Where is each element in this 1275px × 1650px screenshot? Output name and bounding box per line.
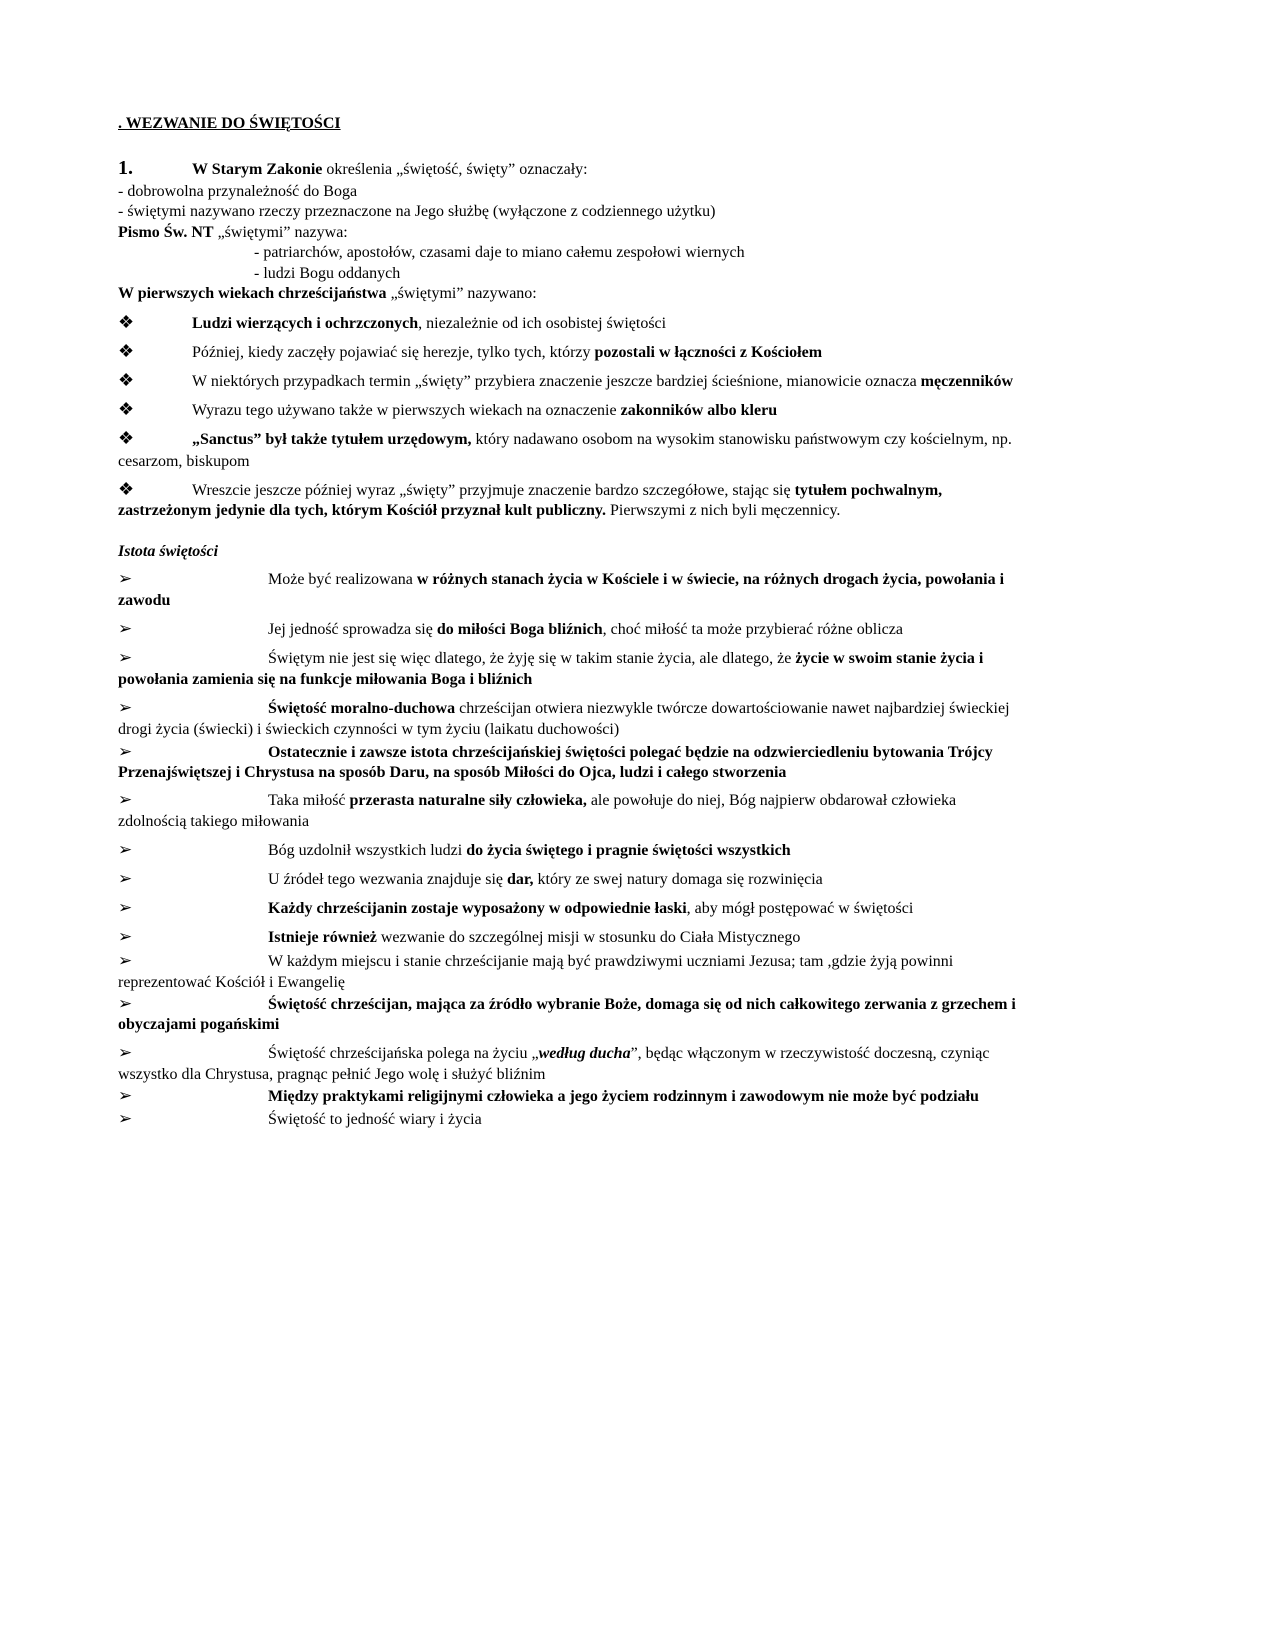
arrow-icon: ➢ <box>118 1086 133 1105</box>
document-title: . WEZWANIE DO ŚWIĘTOŚCI <box>118 115 341 132</box>
arrow-icon: ➢ <box>118 994 133 1013</box>
arrow-item-continuation: reprezentować Kościół i Ewangelię <box>118 974 346 991</box>
arrow-item-continuation: obyczajami pogańskimi <box>118 1016 280 1033</box>
arrow-item-continuation: zdolnością takiego miłowania <box>118 813 310 830</box>
arrow-icon: ➢ <box>118 869 133 888</box>
diamond-item: ❖ Ludzi wierzących i ochrzczonych, niezależnie od ich osobistej świętości <box>118 312 667 332</box>
arrow-item: ➢ Świętość chrześcijan, mająca za źródło wybranie Boże, domaga się od nich całkowitego zerwania z grzechem i <box>118 994 1016 1013</box>
diamond-icon: ❖ <box>118 428 135 448</box>
section-number: 1. <box>118 157 133 179</box>
diamond-icon: ❖ <box>118 312 135 332</box>
diamond-item: ❖ Wyrazu tego używano także w pierwszych wiekach na oznaczenie zakonników albo kleru <box>118 399 778 419</box>
arrow-item: ➢ Bóg uzdolnił wszystkich ludzi do życia świętego i pragnie świętości wszystkich <box>118 840 791 859</box>
arrow-item-continuation: powołania zamienia się na funkcje miłowania Boga i bliźnich <box>118 671 533 688</box>
arrow-item: ➢ Między praktykami religijnymi człowieka a jego życiem rodzinnym i zawodowym nie może być podziału <box>118 1086 979 1105</box>
diamond-item: ❖ Wreszcie jeszcze później wyraz „święty” przyjmuje znaczenie bardzo szczegółowe, stając się tytułem pochwalnym, <box>118 479 943 499</box>
diamond-icon: ❖ <box>118 479 135 499</box>
arrow-item-continuation: zawodu <box>118 592 171 609</box>
diamond-item-continuation: cesarzom, biskupom <box>118 453 250 470</box>
arrow-item: ➢ Świętość chrześcijańska polega na życiu „według ducha”, będąc włączonym w rzeczywistość doczesną, czyniąc <box>118 1043 990 1062</box>
arrow-icon: ➢ <box>118 648 133 667</box>
arrow-item: ➢ Świętość to jedność wiary i życia <box>118 1109 482 1128</box>
arrow-icon: ➢ <box>118 698 133 717</box>
arrow-icon: ➢ <box>118 619 133 638</box>
arrow-item-continuation: drogi życia (świecki) i świeckich czynności w tym życiu (laikatu duchowości) <box>118 721 620 738</box>
nt-intro: Pismo Św. NT „świętymi” nazywa: <box>118 224 348 241</box>
arrow-icon: ➢ <box>118 1043 133 1062</box>
arrow-icon: ➢ <box>118 1109 133 1128</box>
arrow-icon: ➢ <box>118 742 133 761</box>
nt-item-1: - patriarchów, apostołów, czasami daje to miano całemu zespołowi wiernych <box>254 244 745 261</box>
arrow-item: ➢ Jej jedność sprowadza się do miłości Boga bliźnich, choć miłość ta może przybierać różne oblicza <box>118 619 903 638</box>
arrow-item-continuation: Przenajświętszej i Chrystusa na sposób Daru, na sposób Miłości do Ojca, ludzi i całego stworzenia <box>118 764 787 781</box>
diamond-icon: ❖ <box>118 341 135 361</box>
arrow-icon: ➢ <box>118 951 133 970</box>
arrow-item: ➢ Świętym nie jest się więc dlatego, że żyję się w takim stanie życia, ale dlatego, że życie w swoim stanie życia i <box>118 648 984 667</box>
arrow-icon: ➢ <box>118 898 133 917</box>
arrow-icon: ➢ <box>118 840 133 859</box>
section-1-intro: 1. W Starym Zakonie określenia „świętość, święty” oznaczały: <box>118 157 588 179</box>
diamond-icon: ❖ <box>118 370 135 390</box>
arrow-item: ➢ Każdy chrześcijanin zostaje wyposażony w odpowiednie łaski, aby mógł postępować w świętości <box>118 898 914 917</box>
arrow-icon: ➢ <box>118 927 133 946</box>
diamond-item-continuation: zastrzeżonym jedynie dla tych, którym Kościół przyznał kult publiczny. Pierwszymi z nich byli męczennicy. <box>118 502 841 519</box>
arrow-item: ➢ U źródeł tego wezwania znajduje się dar, który ze swej natury domaga się rozwinięcia <box>118 869 823 888</box>
arrow-item: ➢ Świętość moralno-duchowa chrześcijan otwiera niezwykle twórcze dowartościowanie nawet najbardziej świeckiej <box>118 698 1010 717</box>
arrow-item: ➢ Ostatecznie i zawsze istota chrześcijańskiej świętości polegać będzie na odzwierciedleniu bytowania Trójcy <box>118 742 993 761</box>
old-covenant-item-1: - dobrowolna przynależność do Boga <box>118 183 358 200</box>
diamond-item: ❖ W niektórych przypadkach termin „święty” przybiera znaczenie jeszcze bardziej ścieśnione, mianowicie oznacza męczenników <box>118 370 1014 390</box>
early-church-intro: W pierwszych wiekach chrześcijaństwa „świętymi” nazywano: <box>118 285 537 302</box>
arrow-icon: ➢ <box>118 569 133 588</box>
diamond-item: ❖ „Sanctus” był także tytułem urzędowym, który nadawano osobom na wysokim stanowisku państwowym czy kościelnym, np. <box>118 428 1012 448</box>
arrow-item: ➢ Taka miłość przerasta naturalne siły człowieka, ale powołuje do niej, Bóg najpierw obdarował człowieka <box>118 790 957 809</box>
nt-item-2: - ludzi Bogu oddanych <box>254 265 401 282</box>
old-covenant-item-2: - świętymi nazywano rzeczy przeznaczone na Jego służbę (wyłączone z codziennego użytku) <box>118 203 716 220</box>
arrow-item-continuation: wszystko dla Chrystusa, pragnąc pełnić Jego wolę i służyć bliźnim <box>118 1066 546 1083</box>
diamond-icon: ❖ <box>118 399 135 419</box>
arrow-item: ➢ Istnieje również wezwanie do szczególnej misji w stosunku do Ciała Mistycznego <box>118 927 801 946</box>
arrow-item: ➢ Może być realizowana w różnych stanach życia w Kościele i w świecie, na różnych drogach życia, powołania i <box>118 569 1005 588</box>
essence-heading: Istota świętości <box>118 543 219 560</box>
arrow-item: ➢ W każdym miejscu i stanie chrześcijanie mają być prawdziwymi uczniami Jezusa; tam ,gdzie żyją powinni <box>118 951 954 970</box>
diamond-item: ❖ Później, kiedy zaczęły pojawiać się herezje, tylko tych, którzy pozostali w łączności z Kościołem <box>118 341 823 361</box>
arrow-icon: ➢ <box>118 790 133 809</box>
